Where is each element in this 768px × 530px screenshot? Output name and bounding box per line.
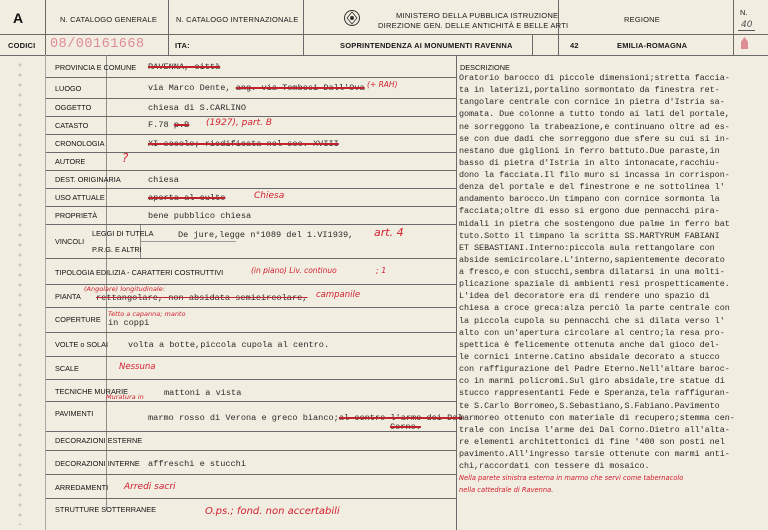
coperture-note: Tetto a capanna; manto [108,310,186,318]
description-line: tangolare centrale con cornice in pietra d'Istria sa- [459,97,725,108]
card-letter: A [13,10,24,26]
description-line: gomata. Due colonne a tutto tondo ai lati del portale, [459,109,730,120]
description-line: co in marmi policromi.Sul giro absidale,tre statue di [459,376,725,387]
catasto-note: (1927), part. B [206,118,273,128]
autore-note: ? [122,151,129,165]
prg-label: P.R.G. E ALTRI [92,245,142,254]
tipologia-note-2: ; 1 [376,266,387,275]
description-line: plicazione spaziale di ambienti resi prospetticamente. [459,279,730,290]
arredamenti-note: Arredi sacri [124,482,176,492]
coperture-label: COPERTURE [55,315,101,324]
description-line: ne sorreggono la trabeazione,e continuano oltre ad es- [459,121,730,132]
pianta-note: campanile [316,290,361,300]
cronologia-value: XI secolo; riedificata nel sec. XVIII [148,139,339,149]
tecniche-value: mattoni a vista [164,388,242,398]
provincia-value: RAVENNA, città [148,62,221,72]
leggi-label: LEGGI DI TUTELA [92,229,154,238]
description-line: dono la facciata.Il filo muro si incassa in corrispon- [459,170,730,181]
description-line: alto con un'apertura circolare al centro;la resa pro- [459,327,725,338]
description-line: chi,raccordati con tessere di mosaico. [459,461,650,472]
direzione-title: DIREZIONE GEN. DELLE ANTICHITÀ E BELLE ARTI [378,21,569,30]
pianta-value: rettangolare, non absidata semicircolare, [96,293,308,303]
description-line: marmoreo ottenuto con materiale di recupero;stemma cen- [459,412,735,423]
luogo-note: (+ RAH) [367,80,398,89]
catasto-label: CATASTO [55,121,89,130]
catalog-code: 08/00161668 [50,37,145,52]
catalogo-generale-label: N. CATALOGO GENERALE [60,15,158,24]
proprieta-value: bene pubblico chiesa [148,211,252,221]
volte-label: VOLTE o SOLAI [55,340,108,349]
tecniche-label: TECNICHE MURARIE [55,387,128,396]
coperture-value: in coppi [108,318,150,328]
provincia-label: PROVINCIA E COMUNE [55,63,137,72]
tipologia-label: TIPOLOGIA EDILIZIA - CARATTERI COSTRUTTIVI [55,268,224,277]
tab-marker [741,37,748,49]
tipologia-note: (in piano) Liv. continuo [251,266,337,275]
vincoli-value: De jure,legge n°1089 del 1.VI1939, [178,230,354,240]
description-note-2: nella cattedrale di Ravenna. [459,486,554,494]
description-line: pavimento.All'ingresso tarsie ottenute con marmi anti- [459,449,730,460]
dest-label: DEST. ORIGINARIA [55,175,121,184]
uso-value: aperta al culto [148,193,226,203]
punch-holes [15,60,25,525]
oggetto-label: OGGETTO [55,103,92,112]
pianta-note-top: (Angolare) longitudinale: [84,285,165,293]
luogo-label: LUOGO [55,84,82,93]
regione-label: REGIONE [624,15,660,24]
pianta-label: PIANTA [55,292,81,301]
proprieta-label: PROPRIETÀ [55,211,98,220]
pavimenti-value-2: Corno. [390,422,421,432]
description-line: abside semicircolare.L'interno,sapientemente decorato [459,254,725,265]
description-line: la piccola cupola su pennacchi che si dilata verso l' [459,315,725,326]
arredamenti-label: ARREDAMENTI [55,483,109,492]
soprintendenza-label: SOPRINTENDENZA AI MONUMENTI RAVENNA [340,41,513,50]
description-line: midali in pietra che sostengono due palme in ferro bat [459,218,730,229]
description-line: nestano due giglioni in ferro battuto.Due paraste,in [459,145,720,156]
strutture-note: O.ps.; fond. non accertabili [205,506,340,517]
tecniche-note: Muratura in [106,393,144,401]
vincoli-note: art. 4 [374,226,404,239]
description-line: chiesa a croce greca:alza perciò la parte centrale con [459,303,730,314]
description-line: denza del portale e del finestrone e ne sottolinea l' [459,182,725,193]
n-value: 40 [738,20,755,31]
cronologia-label: CRONOLOGIA [55,139,105,148]
description-line: trale con incisa l'arme dei Dal Corno.Dietro all'alta- [459,424,730,435]
pavimenti-value: marmo rosso di Verona e greco bianco;al centro l'arme dei Dal [148,413,463,423]
uso-note: Chiesa [254,191,285,201]
description-line: stucco rappresentanti Fede e Speranza,tela raffiguran- [459,388,730,399]
description-line: a fresco,e con stucchi,sembra dilatarsi in una molti- [459,267,725,278]
oggetto-value: chiesa di S.CARLINO [148,103,246,113]
description-line: basso di pietra d'Istria in alto intonacate,racchiu- [459,157,720,168]
pavimenti-label: PAVIMENTI [55,409,94,418]
uso-label: USO ATTUALE [55,193,105,202]
region-code: 42 [570,41,579,50]
ministero-title: MINISTERO DELLA PUBBLICA ISTRUZIONE [396,11,559,20]
description-line: Oratorio barocco di piccole dimensioni;stretta faccia- [459,73,730,83]
codici-label: CODICI [8,41,36,50]
scale-note: Nessuna [119,362,156,372]
strutture-label: STRUTTURE SOTTERRANEE [55,505,156,514]
decor-est-label: DECORAZIONI ESTERNE [55,436,143,445]
description-line: L'idea del decoratore era di rendere uno spazio di [459,291,710,302]
luogo-value: via Marco Dente, ang. via Tombesi Dall'Ova [148,83,365,93]
state-emblem-icon [343,9,361,27]
decor-int-value: affreschi e stucchi [148,459,246,469]
catasto-value: F.78 p.B [148,120,190,130]
ita-label: ITA: [175,41,190,50]
description-line: andamento barocco.Un timpano con cornice sormonta la [459,194,720,205]
decor-int-label: DECORAZIONI INTERNE [55,459,140,468]
scale-label: SCALE [55,364,79,373]
description-line: tuto.Sotto il timpano la scritta SS.MARTYRUM FABIANI [459,230,720,241]
n-label: N. [740,8,748,17]
vincoli-label: VINCOLI [55,237,85,246]
description-line: se con due dadi che sorreggono due sfere su cui si in- [459,133,730,144]
volte-value: volta a botte,piccola cupola al centro. [128,340,330,350]
description-line: con raffigurazione del Padre Eterno.Nell'altare baroc- [459,364,730,375]
description-note-1: Nella parete sinistra esterna in marmo che servì come tabernacolo [459,474,684,482]
description-line: te S.Carlo Borromeo,S.Sebastiano,S.Fabiano.Pavimento [459,400,720,411]
description-line: spettica è felicemente ottenuta anche dal gioco del- [459,339,720,350]
dest-value: chiesa [148,175,179,185]
description-line: ET SEBASTIANI.Interno:piccola aula rettangolare con [459,242,715,253]
descrizione-label: DESCRIZIONE [460,63,510,72]
description-line: re elementi architettonici di fine '400 son posti nel [459,436,725,447]
catalogo-internazionale-label: N. CATALOGO INTERNAZIONALE [176,15,299,24]
description-line: le cornici interne.Catino absidale decorato a stucco [459,351,720,362]
description-line: facciata;oltre di esso si ergono due pennacchi pira- [459,206,720,217]
region-name: EMILIA-ROMAGNA [617,41,688,50]
autore-label: AUTORE [55,157,86,166]
description-line: ta in laterizi,portalino sormontato da finestra ret- [459,85,720,96]
